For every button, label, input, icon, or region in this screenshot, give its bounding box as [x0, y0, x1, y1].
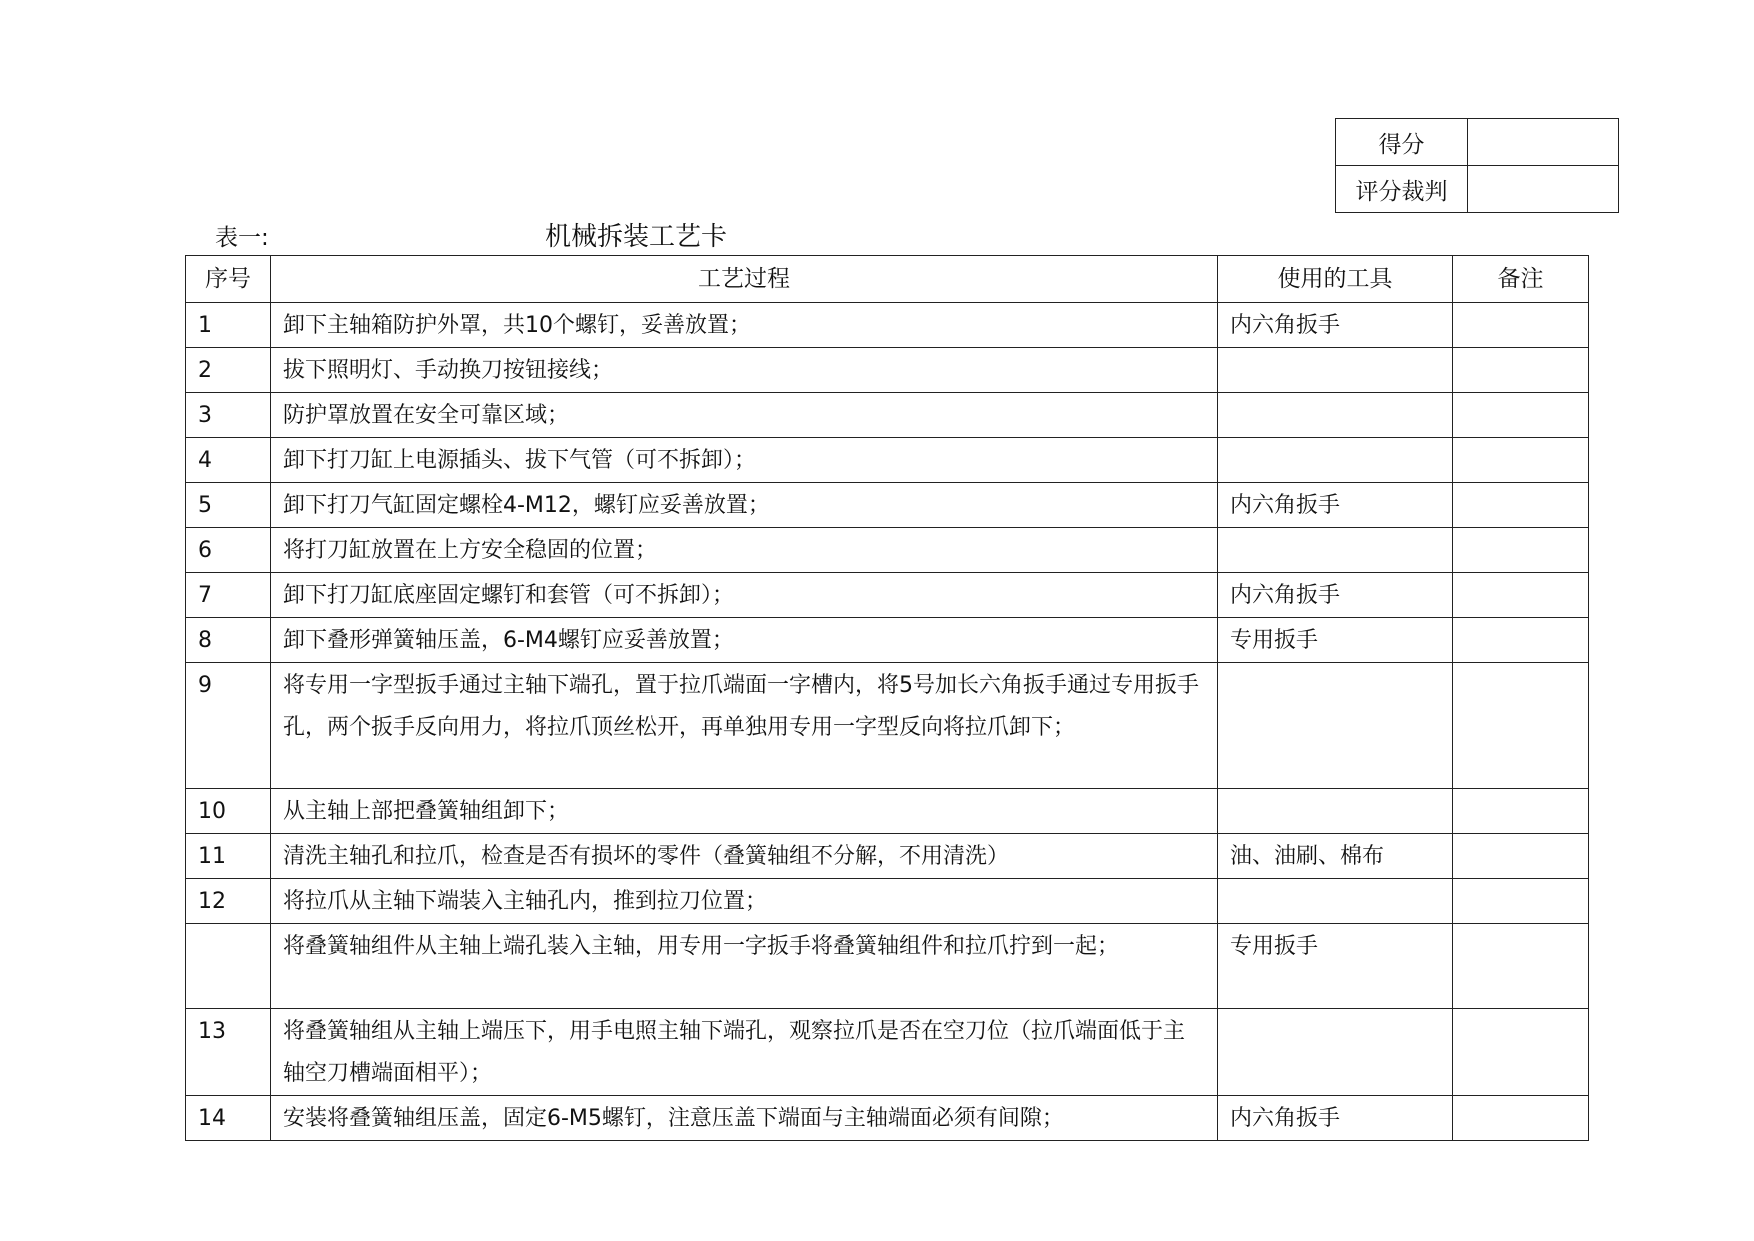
note-cell[interactable] — [1453, 483, 1589, 528]
table-row — [186, 879, 1589, 924]
table-row — [186, 1096, 1589, 1141]
row-number: 6 — [186, 528, 271, 573]
row-number — [186, 924, 271, 1009]
row-number: 1 — [186, 303, 271, 348]
process-step: 安装将叠簧轴组压盖，固定6-M5螺钉，注意压盖下端面与主轴端面必须有间隙； — [271, 1096, 1218, 1141]
process-step: 将拉爪从主轴下端装入主轴孔内，推到拉刀位置； — [271, 879, 1218, 924]
table-row — [186, 348, 1589, 393]
judge-label: 评分裁判 — [1336, 166, 1468, 213]
document-title: 机械拆装工艺卡 — [545, 222, 728, 252]
table-row — [186, 789, 1589, 834]
header-no: 序号 — [186, 256, 271, 303]
row-number: 9 — [186, 663, 271, 789]
process-card-table — [185, 255, 1589, 1141]
tool-cell: 专用扳手 — [1218, 618, 1453, 663]
tool-cell — [1218, 789, 1453, 834]
score-label: 得分 — [1336, 119, 1468, 166]
table-header-row — [186, 256, 1589, 303]
tool-cell: 内六角扳手 — [1218, 573, 1453, 618]
process-step: 卸下打刀缸上电源插头、拔下气管（可不拆卸）； — [271, 438, 1218, 483]
row-number: 12 — [186, 879, 271, 924]
note-cell[interactable] — [1453, 393, 1589, 438]
tool-cell — [1218, 348, 1453, 393]
process-step: 清洗主轴孔和拉爪，检查是否有损坏的零件（叠簧轴组不分解，不用清洗） — [271, 834, 1218, 879]
process-step: 将打刀缸放置在上方安全稳固的位置； — [271, 528, 1218, 573]
table-row — [186, 393, 1589, 438]
note-cell[interactable] — [1453, 303, 1589, 348]
process-step: 将叠簧轴组从主轴上端压下，用手电照主轴下端孔，观察拉爪是否在空刀位（拉爪端面低于主轴空刀槽端面相平）； — [271, 1009, 1218, 1096]
note-cell[interactable] — [1453, 789, 1589, 834]
row-number: 4 — [186, 438, 271, 483]
row-number: 8 — [186, 618, 271, 663]
process-step: 将叠簧轴组件从主轴上端孔装入主轴，用专用一字扳手将叠簧轴组件和拉爪拧到一起； — [271, 924, 1218, 1009]
tool-cell: 油、油刷、棉布 — [1218, 834, 1453, 879]
table-row — [186, 303, 1589, 348]
row-number: 7 — [186, 573, 271, 618]
tool-cell — [1218, 393, 1453, 438]
judge-value-field[interactable] — [1468, 166, 1619, 213]
process-step: 卸下打刀气缸固定螺栓4-M12，螺钉应妥善放置； — [271, 483, 1218, 528]
row-number: 5 — [186, 483, 271, 528]
tool-cell — [1218, 879, 1453, 924]
note-cell[interactable] — [1453, 438, 1589, 483]
note-cell[interactable] — [1453, 1096, 1589, 1141]
score-value-field[interactable] — [1468, 119, 1619, 166]
row-number: 13 — [186, 1009, 271, 1096]
row-number: 2 — [186, 348, 271, 393]
note-cell[interactable] — [1453, 1009, 1589, 1096]
table-row — [186, 834, 1589, 879]
note-cell[interactable] — [1453, 528, 1589, 573]
table-row — [186, 573, 1589, 618]
process-step: 卸下主轴箱防护外罩，共10个螺钉，妥善放置； — [271, 303, 1218, 348]
score-box — [1335, 118, 1619, 213]
score-row — [1336, 119, 1619, 166]
note-cell[interactable] — [1453, 834, 1589, 879]
tool-cell: 内六角扳手 — [1218, 303, 1453, 348]
process-step: 卸下叠形弹簧轴压盖，6-M4螺钉应妥善放置； — [271, 618, 1218, 663]
row-number: 3 — [186, 393, 271, 438]
tool-cell — [1218, 663, 1453, 789]
table-row — [186, 618, 1589, 663]
note-cell[interactable] — [1453, 663, 1589, 789]
row-number: 11 — [186, 834, 271, 879]
table-row — [186, 1009, 1589, 1096]
tool-cell: 专用扳手 — [1218, 924, 1453, 1009]
note-cell[interactable] — [1453, 573, 1589, 618]
tool-cell — [1218, 1009, 1453, 1096]
process-step: 将专用一字型扳手通过主轴下端孔，置于拉爪端面一字槽内，将5号加长六角扳手通过专用扳手孔，两个扳手反向用力，将拉爪顶丝松开，再单独用专用一字型反向将拉爪卸下； — [271, 663, 1218, 789]
row-number: 10 — [186, 789, 271, 834]
table-row — [186, 663, 1589, 789]
note-cell[interactable] — [1453, 924, 1589, 1009]
header-tool: 使用的工具 — [1218, 256, 1453, 303]
process-step: 卸下打刀缸底座固定螺钉和套管（可不拆卸）； — [271, 573, 1218, 618]
note-cell[interactable] — [1453, 618, 1589, 663]
table-row — [186, 483, 1589, 528]
process-step: 防护罩放置在安全可靠区域； — [271, 393, 1218, 438]
process-step: 从主轴上部把叠簧轴组卸下； — [271, 789, 1218, 834]
tool-cell: 内六角扳手 — [1218, 1096, 1453, 1141]
tool-cell: 内六角扳手 — [1218, 483, 1453, 528]
header-note: 备注 — [1453, 256, 1589, 303]
process-step: 拔下照明灯、手动换刀按钮接线； — [271, 348, 1218, 393]
note-cell[interactable] — [1453, 879, 1589, 924]
table-label: 表一: — [215, 225, 269, 251]
header-process: 工艺过程 — [271, 256, 1218, 303]
judge-row — [1336, 166, 1619, 213]
row-number: 14 — [186, 1096, 271, 1141]
tool-cell — [1218, 528, 1453, 573]
table-row — [186, 924, 1589, 1009]
table-row — [186, 528, 1589, 573]
note-cell[interactable] — [1453, 348, 1589, 393]
tool-cell — [1218, 438, 1453, 483]
table-row — [186, 438, 1589, 483]
